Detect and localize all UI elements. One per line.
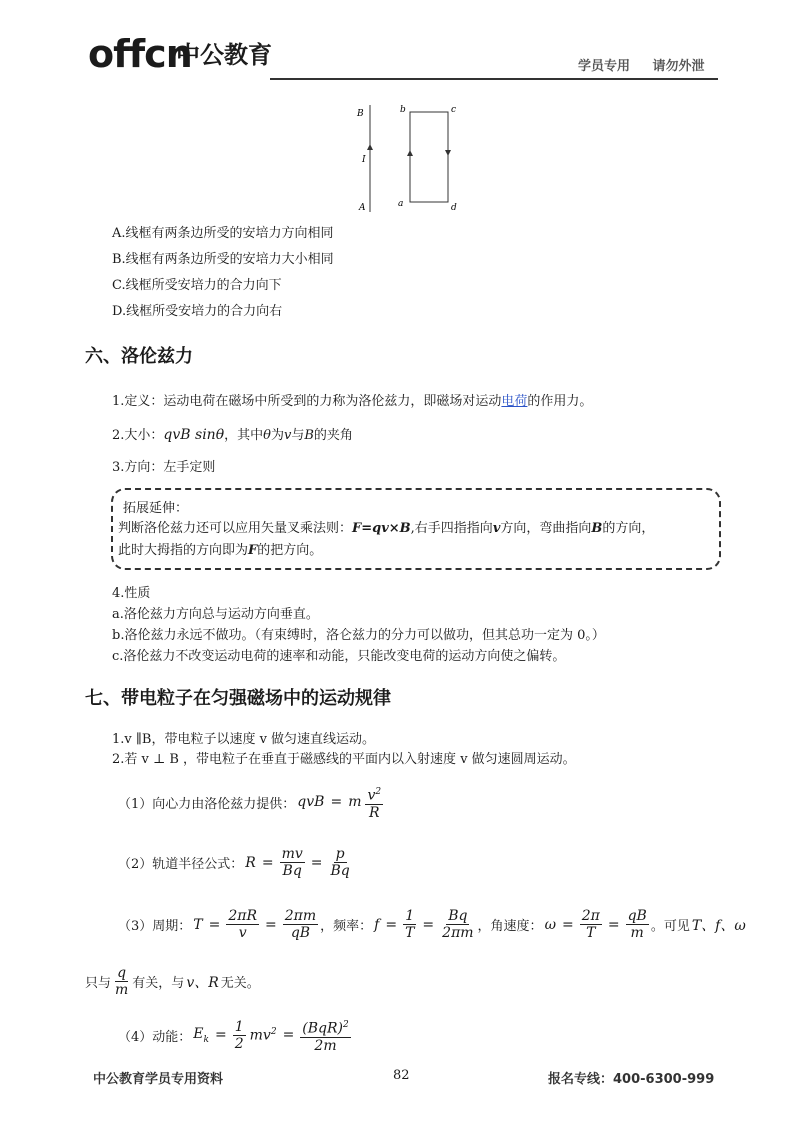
s6-property-title: 4.性质 bbox=[112, 586, 151, 601]
section6-heading: 六、洛伦兹力 bbox=[85, 346, 193, 367]
label-b: b bbox=[400, 105, 406, 115]
header-rule bbox=[270, 78, 718, 80]
header-tag-confidential: 请勿外泄 bbox=[652, 59, 705, 74]
label-d: d bbox=[451, 203, 457, 213]
current-arrow bbox=[367, 144, 373, 150]
loop-arrow-down bbox=[445, 150, 451, 156]
s6-property-b: b.洛伦兹力永远不做功。（有束缚时，洛仑兹力的分力可以做功，但其总功一定为 0。） bbox=[112, 628, 605, 643]
label-A: A bbox=[359, 203, 366, 213]
formula-radius: （2）轨道半径公式： R = $\frac{mv}{Bq}$ = $\frac{p}{Bq}$ bbox=[118, 846, 350, 879]
s6-direction: 3.方向：左手定则 bbox=[112, 460, 216, 475]
formula-kinetic-energy: （4）动能： $E_k$ = $\frac{1}{2}$ $mv^2$ = $\frac{(BqR)^2}{2m}$ bbox=[118, 1018, 349, 1054]
s7-item1: 1.v ∥B，带电粒子以速度 v 做匀速直线运动。 bbox=[112, 732, 376, 747]
option-b: B.线框有两条边所受的安培力大小相同 bbox=[112, 252, 334, 267]
label-c: c bbox=[451, 105, 457, 115]
box-line1: 判断洛伦兹力还可以应用矢量叉乘法则：F=qv×B,右手四指指向v方向，弯曲指向B的方向， bbox=[118, 521, 655, 536]
option-d: D.线框所受安培力的合力向右 bbox=[112, 304, 283, 319]
formula-period-note: 只与 $\frac{q}{m}$ 有关，与 v、R 无关。 bbox=[85, 965, 260, 998]
header-tag-students: 学员专用 bbox=[578, 59, 631, 74]
s6-property-c: c.洛伦兹力不改变运动电荷的速率和动能，只能改变电荷的运动方向使之偏转。 bbox=[112, 649, 566, 664]
logo-chinese: 中公教育 bbox=[176, 41, 272, 69]
label-a: a bbox=[398, 199, 404, 209]
s6-definition: 1.定义：运动电荷在磁场中所受到的力称为洛伦兹力，即磁场对运动电荷的作用力。 bbox=[112, 394, 593, 409]
section7-heading: 七、带电粒子在匀强磁场中的运动规律 bbox=[85, 688, 391, 709]
charge-link[interactable]: 电荷 bbox=[501, 394, 528, 409]
s6-magnitude: 2.大小：qvB sinθ，其中θ为v与B的夹角 bbox=[112, 427, 353, 443]
s6-property-a: a.洛伦兹力方向总与运动方向垂直。 bbox=[112, 607, 319, 622]
s7-item2: 2.若 v ⊥ B ，带电粒子在垂直于磁感线的平面内以入射速度 v 做匀速圆周运动。 bbox=[112, 752, 576, 767]
loop-arrow-up bbox=[407, 150, 413, 156]
option-c: C.线框所受安培力的合力向下 bbox=[112, 278, 282, 293]
label-B: B bbox=[357, 109, 364, 119]
box-line2: 此时大拇指的方向即为F的把方向。 bbox=[118, 543, 323, 558]
page-number: 82 bbox=[393, 1068, 410, 1083]
formula-centripetal: （1）向心力由洛伦兹力提供： qvB = m $\frac{v^2}{R}$ bbox=[118, 784, 385, 821]
footer-left: 中公教育学员专用资料 bbox=[93, 1072, 224, 1087]
wire-loop-diagram bbox=[350, 100, 470, 215]
formula-period: （3）周期： T = $\frac{2\pi R}{v}$ = $\frac{2\pi m}{qB}$ ，频率： f = $\frac{1}{T}$ = $\frac{Bq}{2\pi m}$ ，角速度： ω = $\frac{2\pi}{T}$ = $\frac{qB}{m}$ 。可见 T、f、ω bbox=[118, 908, 746, 941]
label-I: I bbox=[362, 155, 366, 165]
option-a: A.线框有两条边所受的安培力方向相同 bbox=[112, 226, 334, 241]
loop-frame bbox=[410, 112, 448, 202]
box-title: 拓展延伸： bbox=[123, 501, 189, 516]
footer-hotline: 报名专线：400-6300-999 bbox=[548, 1072, 715, 1087]
header-tags bbox=[560, 55, 705, 74]
logo-wordmark: offcn bbox=[88, 32, 192, 76]
